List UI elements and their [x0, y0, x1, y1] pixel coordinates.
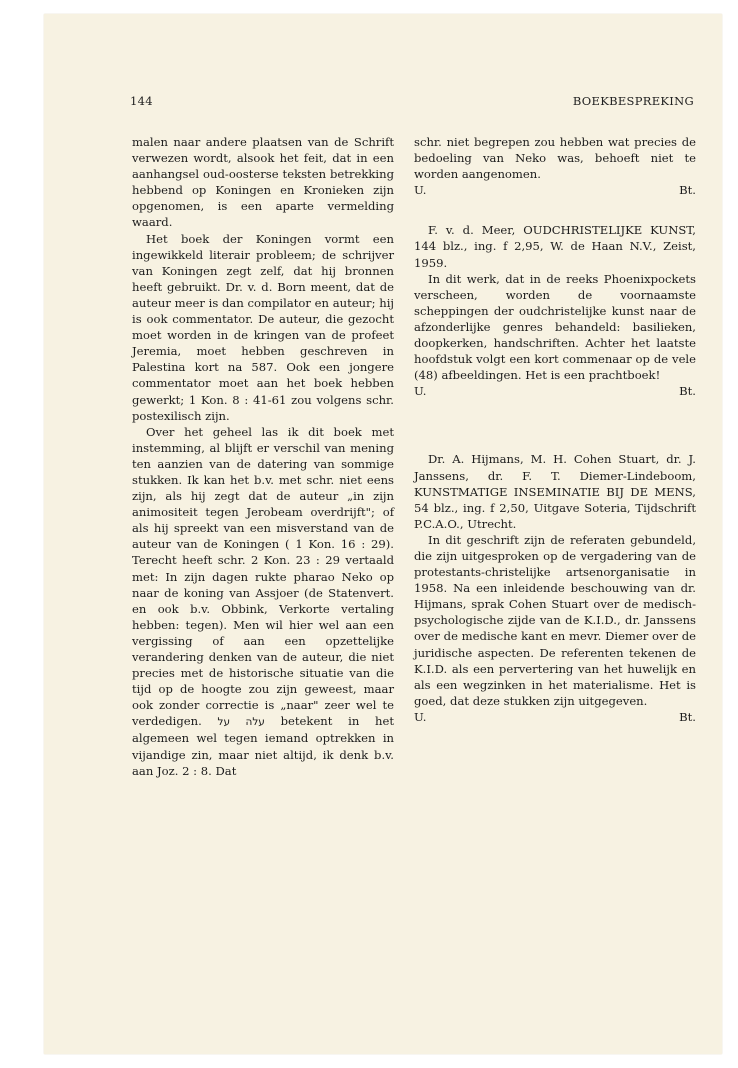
signature	[414, 383, 696, 399]
signature-name: Bt.	[679, 384, 696, 399]
book-page	[44, 14, 722, 1054]
review-text: In dit geschrift zijn de referaten gebundeld, die zijn uitgesproken op de vergadering van de protestants-christelijke artsenorganisatie in 1958. Na een inleidende beschouwing van dr. Hijmans, sprak Cohen Stuart over de medisch-psychologische zijde van de K.I.D., dr. Janssens over de medische kant en mevr. Diemer over de juridische aspecten. De referenten tekenen de K.I.D. als een pervertering van het huwelijk en als een wegzinken in het materialisme. Het is goed, dat deze stukken zijn uitgegeven.	[414, 532, 696, 708]
paragraph: Het boek der Koningen vormt een ingewikkeld literair probleem; de schrijver van Koningen zegt zelf, dat hij bronnen heeft gebruikt. Dr. v. d. Born meent, dat de auteur meer is dan compilator en auteur; hij is ook commentator. De auteur, die gezocht moet worden in de kringen van de profeet Jeremia, moet hebben geschreven in Palestina kort na 587. Ook een jongere commentator moet aan het boek hebben gewerkt; 1 Kon. 8 : 41-61 zou volgens schr. postexilisch zijn.	[132, 231, 394, 423]
signature-name: Bt.	[679, 183, 696, 198]
signature-initial: U.	[414, 709, 427, 724]
signature-name: Bt.	[679, 709, 696, 724]
paragraph	[132, 424, 394, 779]
hebrew-phrase: עלה על	[217, 716, 265, 729]
signature	[414, 709, 696, 725]
signature	[414, 182, 696, 198]
paragraph: schr. niet begrepen zou hebben wat precies de bedoeling van Neko was, behoeft niet te worden aangenomen.	[414, 135, 696, 182]
paragraph-text: betekent in het algemeen wel tegen iemand optrekken in vijandige zin, maar niet altijd, ik denk b.v. aan Joz. 2 : 8. Dat	[132, 714, 395, 778]
running-title: BOEKBESPREKING	[572, 94, 694, 108]
paragraph: malen naar andere plaatsen van de Schrift verwezen wordt, alsook het feit, dat in een aanhangsel oud-oosterse teksten betrekking hebbend op Koningen en Kronieken zijn opgenomen, is een aparte vermelding waard.	[132, 135, 394, 230]
signature-initial: U.	[414, 183, 427, 198]
right-column	[414, 134, 696, 725]
paragraph-text: Over het geheel las ik dit boek met instemming, al blijft er verschil van mening ten aanzien van de datering van sommige stukken. Ik kan het b.v. met schr. niet eens zijn, als hij zegt dat de auteur „in zijn animositeit tegen Jerobeam overdrijft"; of als hij spreekt van een misverstand van de auteur van de Koningen ( 1 Kon. 16 : 29). Terecht heeft schr. 2 Kon. 23 : 29 vertaald met: In zijn dagen rukte pharao Neko op naar de koning van Assjoer (de Statenvert. en ook b.v. Obbink, Verkorte vertaling hebben: tegen). Men wil hier wel aan een vergissing of aan een opzettelijke verandering denken van de auteur, die niet precies met de historische situatie van die tijd op de hoogte zou zijn geweest, maar ook zonder correctie is „naar" zeer wel te verdedigen.	[132, 424, 394, 729]
left-column	[132, 134, 394, 779]
signature-initial: U.	[414, 384, 427, 399]
page-number: 144	[130, 94, 153, 108]
bibliographic-entry: Dr. A. Hijmans, M. H. Cohen Stuart, dr. J. Janssens, dr. F. T. Diemer-Lindeboom, KUNSTMATIGE INSEMINATIE BIJ DE MENS, 54 blz., ing. f 2,50, Uitgave Soteria, Tijdschrift P.C.A.O., Utrecht.	[414, 452, 696, 531]
review-text: In dit werk, dat in de reeks Phoenixpockets verscheen, worden de voornaamste scheppingen der oudchristelijke kunst naar de afzonderlijke genres behandeld: basilieken, doopkerken, handschriften. Achter het laatste hoofdstuk volgt een kort commenaar op de vele (48) afbeeldingen. Het is een prachtboek!	[414, 271, 696, 383]
bibliographic-entry: F. v. d. Meer, OUDCHRISTELIJKE KUNST, 144 blz., ing. f 2,95, W. de Haan N.V., Zeist, 1959.	[414, 223, 696, 270]
